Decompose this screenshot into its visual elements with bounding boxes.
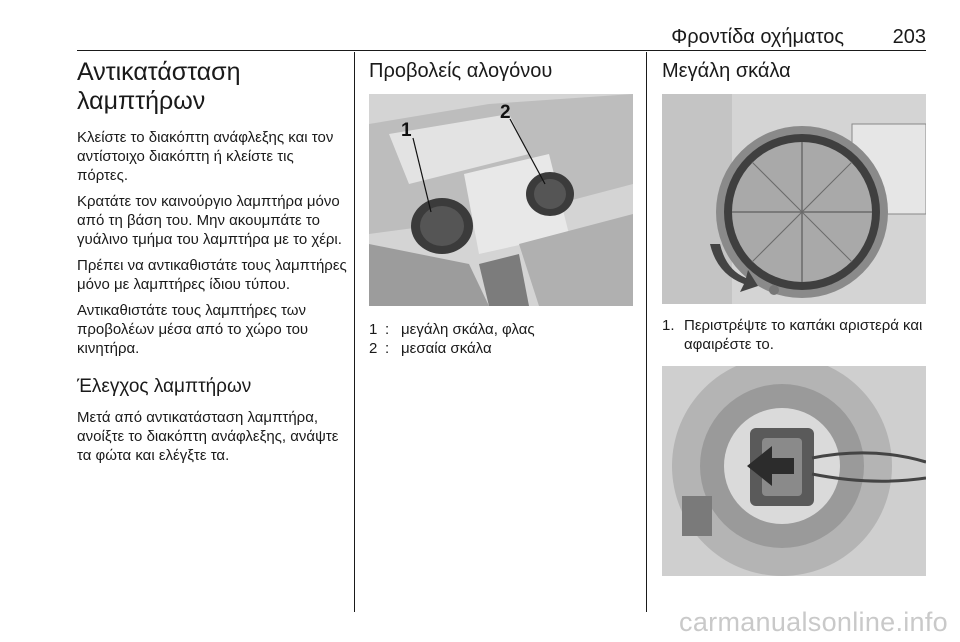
paragraph: Κλείστε το διακόπτη ανάφλεξης και τον αντίστοιχο διακόπτη ή κλείστε τις πόρτες. [77,129,334,184]
paragraph: Πρέπει να αντικαθιστάτε τους λαμπτήρες μόνο με λαμπτήρες ίδιου τύπου. [77,257,347,293]
paragraph: Μετά από αντικατάσταση λαμπτήρα, ανοίξτε το διακόπτη ανάφλεξης, ανάψτε τα φώτα και ελέγξτε τα. [77,409,339,464]
legend-separator: : [385,321,390,338]
legend-item [369,320,633,339]
step-item [662,316,926,354]
column-high-beam [662,58,926,576]
watermark: carmanualsonline.info [679,607,948,637]
page-header [77,0,926,48]
legend-separator: : [385,340,390,357]
step-text: Περιστρέψτε το καπάκι αριστερά και αφαιρέστε το. [684,317,923,353]
high-beam-cap-illustration [662,94,926,304]
legend-text: μεσαία σκάλα [401,340,492,357]
legend-number: 1 [369,321,378,338]
header-title: Φροντίδα οχήματος [671,26,844,48]
figure-legend [369,320,633,358]
column-divider-1 [354,52,355,612]
subsection-title: Έλεγχος λαμπτήρων [77,376,252,397]
column-halogen-headlights [369,58,633,358]
paragraph: Αντικαθιστάτε τους λαμπτήρες των προβολέων μέσα από το χώρο του κινητήρα. [77,302,309,357]
page-number: 203 [892,26,926,48]
headlight-rear-illustration [369,94,633,306]
step-number: 1. [662,317,675,334]
instruction-steps [662,316,926,354]
section-title: Προβολείς αλογόνου [369,60,553,82]
header-rule [77,50,926,51]
legend-text: μεγάλη σκάλα, φλας [401,321,535,338]
section-title: Αντικατάσταση λαμπτήρων [77,58,241,115]
callout-1: 1 [401,120,412,141]
legend-number: 2 [369,340,378,357]
paragraph: Κρατάτε τον καινούργιο λαμπτήρα μόνο από τη βάση του. Μην ακουμπάτε το γυάλινο τμήμα του λαμπτήρα με το χέρι. [77,193,342,248]
callout-2: 2 [500,102,511,123]
bulb-connector-illustration [662,366,926,576]
legend-item [369,339,633,358]
column-divider-2 [646,52,647,612]
section-title: Μεγάλη σκάλα [662,60,791,82]
column-bulb-replacement [77,58,347,472]
